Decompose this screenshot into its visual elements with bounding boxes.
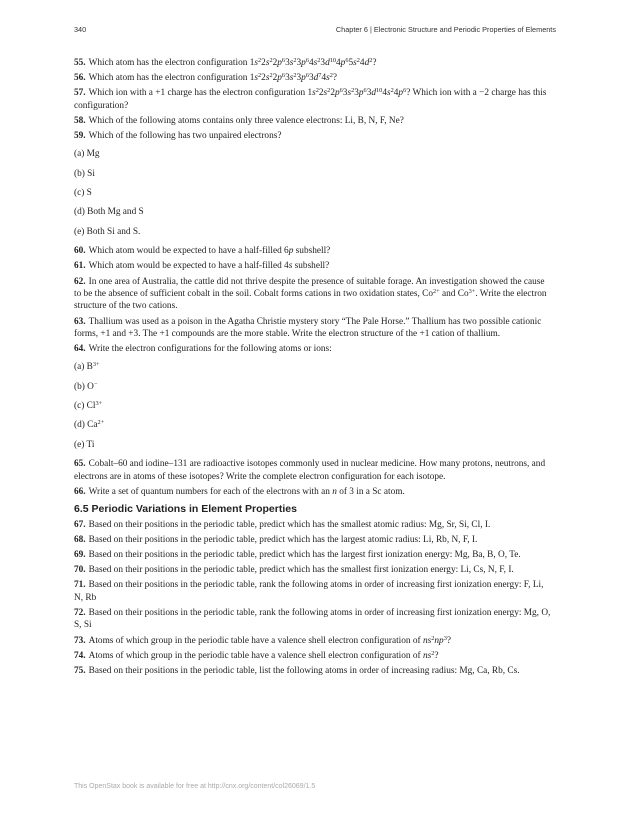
question-70: 70. Based on their positions in the periodic table, predict which has the smallest first ionization energy: Li, Cs, N, F, I. <box>74 565 514 576</box>
question-66: 66. Write a set of quantum numbers for each of the electrons with an n of 3 in a Sc atom. <box>74 486 405 497</box>
question-63: 63. Thallium was used as a poison in the Agatha Christie mystery story “The Pale Horse.” Thallium has two possible cationic forms, +1 and +3. The +1 compounds are the more stable. Write the electron structure of the +1 cation of thallium. <box>74 316 542 339</box>
question-62: 62. In one area of Australia, the cattle did not thrive despite the presence of suitable forage. An investigation showed the cause to be the absence of sufficient cobalt in the soil. Cobalt forms cations in two oxidation states, $Co^{2+}$ and $Co^{3+}$. Write the electron structure of the two cations. <box>74 276 547 312</box>
page-footer: This OpenStax book is available for free at http://cnx.org/content/col26069/1.5 <box>74 783 316 790</box>
option: (b) O− <box>74 380 98 392</box>
page-header <box>74 25 556 39</box>
question-58: 58. Which of the following atoms contains only three valence electrons: Li, B, N, F, Ne? <box>74 116 404 127</box>
option: (c) S <box>74 187 92 198</box>
option: (b) Si <box>74 168 95 179</box>
question-61: 61. Which atom would be expected to have a half-filled 4s subshell? <box>74 261 330 272</box>
option: (d) Both Mg and S <box>74 207 144 218</box>
question-60: 60. Which atom would be expected to have a half-filled 6p subshell? <box>74 246 331 257</box>
question-59: 59. Which of the following has two unpaired electrons? <box>74 131 282 142</box>
question-75: 75. Based on their positions in the periodic table, list the following atoms in order of increasing radius: Mg, Ca, Rb, Cs. <box>74 665 520 676</box>
option: (d) $Ca^{2+}$ <box>74 419 105 431</box>
question-68: 68. Based on their positions in the periodic table, predict which has the largest atomic radius: Li, Rb, N, F, I. <box>74 534 478 545</box>
question-57: 57. Which ion with a +1 charge has the electron configuration $1s^22s^22p^63s^23p^63d^{10}4s^24p^6$? Which ion with a −2 charge has this configuration? <box>74 87 547 111</box>
page-number: 340 <box>74 25 87 34</box>
question-67: 67. Based on their positions in the periodic table, predict which has the smallest atomic radius: Mg, Sr, Si, Cl, I. <box>74 519 491 530</box>
section-heading: 6.5 Periodic Variations in Element Properties <box>74 503 297 516</box>
option: (a) Mg <box>74 149 100 160</box>
page-content <box>74 57 554 680</box>
option: (c) $Cl^{3+}$ <box>74 399 103 411</box>
question-64: 64. Write the electron configurations for the following atoms or ions: <box>74 344 332 355</box>
question-72: 72. Based on their positions in the periodic table, rank the following atoms in order of increasing first ionization energy: Mg, O, S, Si <box>74 607 551 631</box>
option: (e) Ti <box>74 439 95 450</box>
option: (e) Both Si and S. <box>74 226 141 237</box>
question-56: 56. Which atom has the electron configuration $1s^22s^22p^63s^23p^63d^74s^2$? <box>74 72 338 84</box>
option: (a) $B^{3+}$ <box>74 360 100 373</box>
question-73: 73. Atoms of which group in the periodic table have a valence shell electron configuration of $ns^2np^3$? <box>74 634 451 646</box>
chapter-title: Chapter 6 | Electronic Structure and Periodic Properties of Elements <box>335 25 556 34</box>
question-55: 55. Which atom has the electron configuration $1s^22s^22p^63s^23p^64s^23d^{10}4p^65s^24d^2$? <box>74 56 377 68</box>
question-74: 74. Atoms of which group in the periodic table have a valence shell electron configuration of $ns^2$? <box>74 649 439 661</box>
question-69: 69. Based on their positions in the periodic table, predict which has the largest first ionization energy: Mg, Ba, B, O, Te. <box>74 549 521 560</box>
question-71: 71. Based on their positions in the periodic table, rank the following atoms in order of increasing first ionization energy: F, Li, N, Rb <box>74 580 544 603</box>
question-65: 65. Cobalt–60 and iodine–131 are radioactive isotopes commonly used in nuclear medicine. How many protons, neutrons, and electrons are in atoms of these isotopes? Write the complete electron configuration for each isotope. <box>74 459 546 482</box>
